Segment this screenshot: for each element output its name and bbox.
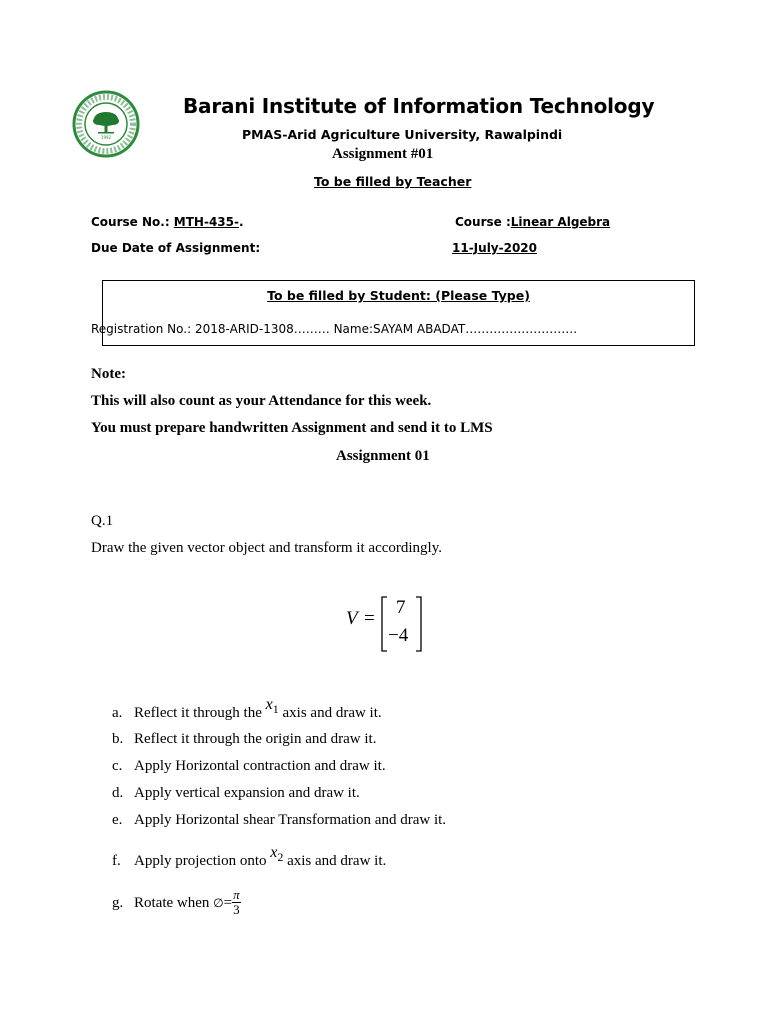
x-variable: x	[265, 696, 273, 713]
student-section-heading: To be filled by Student: (Please Type)	[267, 288, 530, 303]
course-value: Linear Algebra	[510, 215, 611, 229]
registration-line: Registration No.: 2018-ARID-1308……… Name:SAYAM ABADAT……………………….	[91, 322, 578, 336]
course-label: Course :	[455, 215, 511, 229]
pi-over-3-fraction: $\frac{\pi}{3}$	[233, 887, 240, 917]
teacher-section-heading: To be filled by Teacher	[314, 174, 472, 189]
institute-logo	[72, 90, 140, 158]
note-attendance: This will also count as your Attendance for this week.	[91, 393, 432, 409]
vector-name: V	[346, 608, 358, 629]
vector-top-entry: 7	[396, 597, 406, 618]
course-no-value: MTH-435-	[173, 215, 239, 229]
note-handwritten: You must prepare handwritten Assignment and send it to LMS	[91, 420, 493, 436]
course-no-suffix: .	[238, 215, 244, 229]
vector-bottom-entry: −4	[388, 625, 409, 646]
student-info-box	[102, 280, 695, 346]
list-item-c: c. Apply Horizontal contraction and draw it.	[112, 758, 386, 774]
list-item-g: g. Rotate when ∅= $\frac{\pi}{3}$	[112, 887, 240, 917]
phi-symbol: ∅	[213, 895, 224, 910]
due-date-value: 11-July-2020	[452, 241, 538, 255]
list-item-f: f. Apply projection onto $x^2$ axis and draw it.	[112, 844, 387, 869]
list-item-b: b. Reflect it through the origin and draw it.	[112, 731, 377, 747]
vector-equals: =	[364, 608, 375, 629]
list-item-e: e. Apply Horizontal shear Transformation and draw it.	[112, 812, 447, 828]
assignment-heading: Assignment 01	[336, 448, 430, 464]
x-variable: x	[270, 844, 278, 861]
course-no-field	[91, 215, 244, 229]
list-item-a: a. Reflect it through the $x^1$ axis and draw it.	[112, 696, 382, 721]
svg-text:1992: 1992	[100, 135, 112, 140]
logo-seal-icon	[72, 90, 140, 158]
note-label: Note:	[91, 366, 126, 382]
page-title: Barani Institute of Information Technology	[183, 94, 655, 118]
assignment-number: Assignment #01	[332, 146, 434, 162]
course-field	[455, 215, 610, 229]
list-item-d: d. Apply vertical expansion and draw it.	[112, 785, 360, 801]
due-date-label: Due Date of Assignment:	[91, 241, 261, 255]
question-prompt: Draw the given vector object and transform it accordingly.	[91, 540, 442, 556]
university-name: PMAS-Arid Agriculture University, Rawalpindi	[242, 127, 563, 142]
vector-equation	[340, 594, 430, 654]
question-number: Q.1	[91, 513, 114, 529]
course-no-label: Course No.:	[91, 215, 174, 229]
